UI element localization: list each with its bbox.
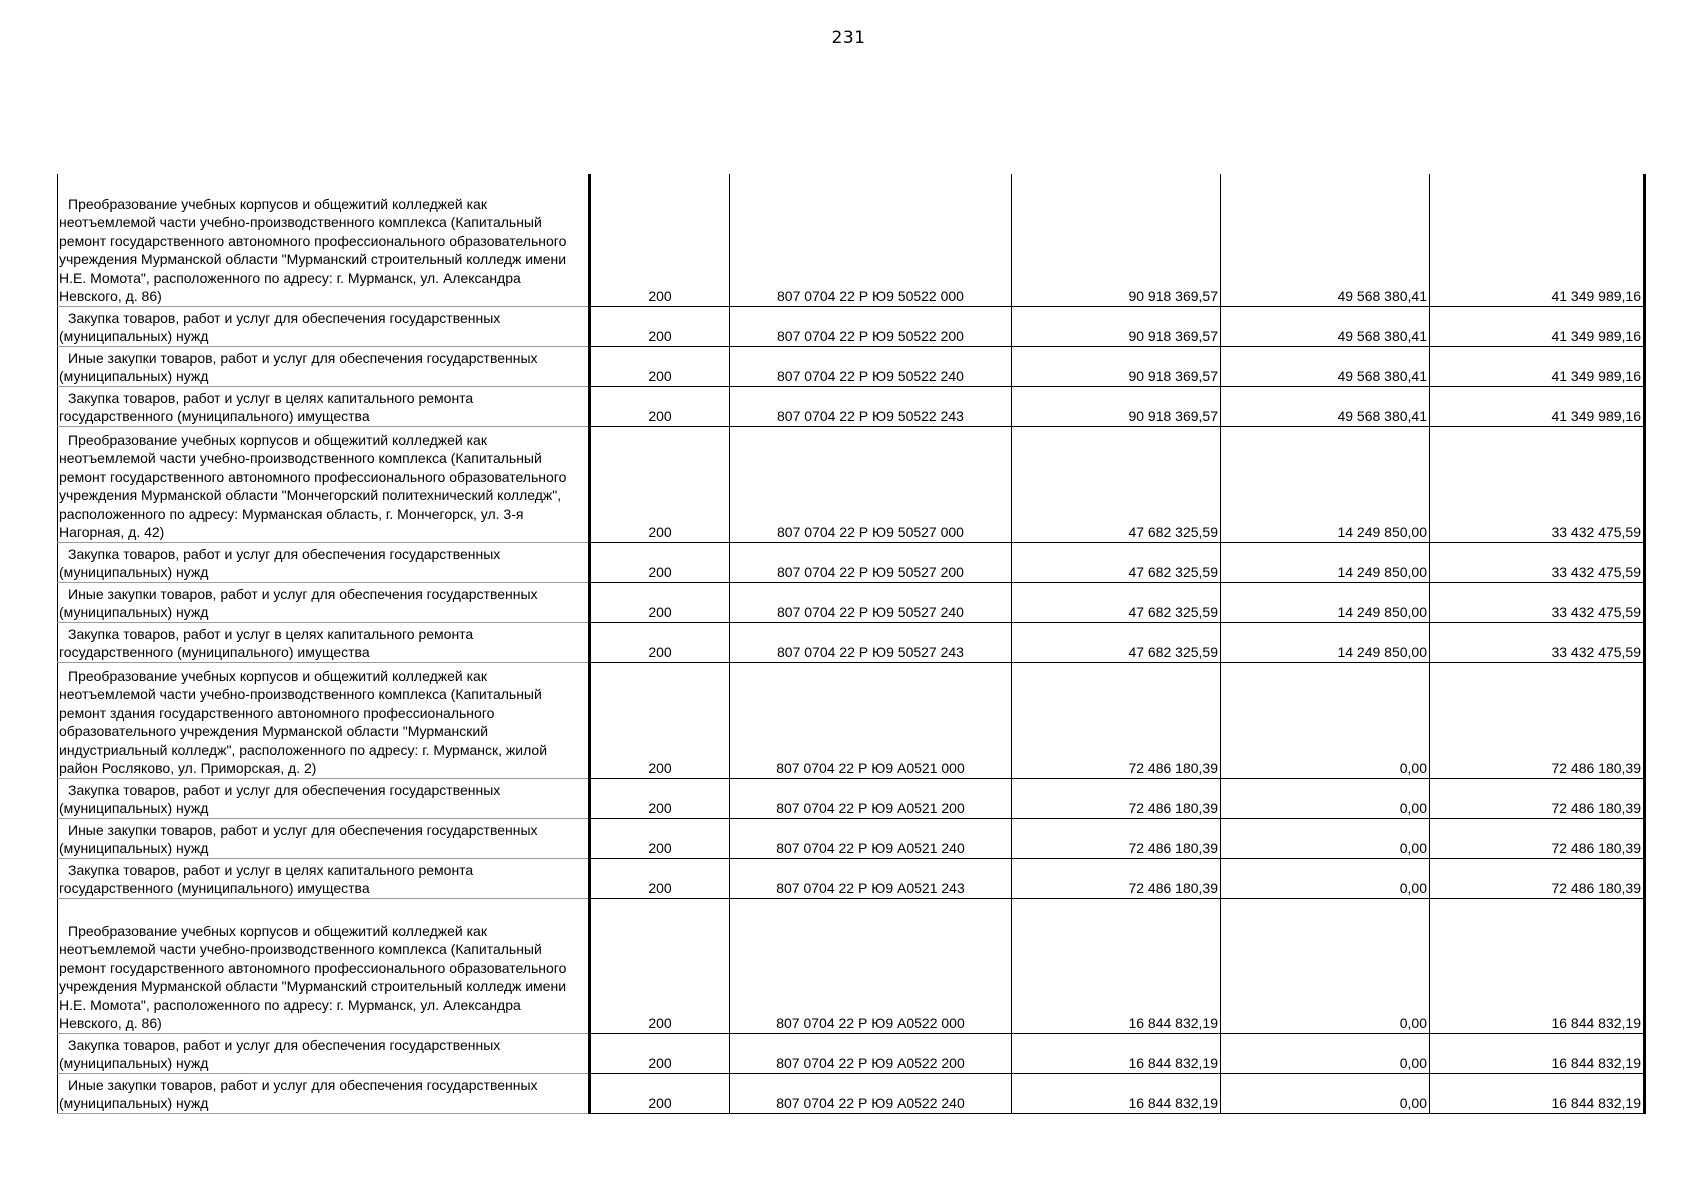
row-next-amount: 72 486 180,39 (1430, 818, 1645, 858)
row-plan-amount: 90 918 369,57 (1012, 386, 1221, 426)
row-next-amount: 16 844 832,19 (1430, 1033, 1645, 1073)
row-status: 200 (590, 306, 730, 346)
row-status: 200 (590, 778, 730, 818)
table-row (58, 1033, 1645, 1073)
row-name: Закупка товаров, работ и услуг в целях капитального ремонта государственного (муниципального) имущества (58, 386, 590, 426)
row-current-amount: 14 249 850,00 (1221, 582, 1430, 622)
table-row (58, 542, 1645, 582)
row-code: 807 0704 22 Р Ю9 50522 200 (730, 306, 1012, 346)
row-code: 807 0704 22 Р Ю9 50522 000 (730, 174, 1012, 306)
row-current-amount: 49 568 380,41 (1221, 306, 1430, 346)
table-row (58, 622, 1645, 662)
row-code: 807 0704 22 Р Ю9 А0522 240 (730, 1073, 1012, 1113)
table-row (58, 662, 1645, 778)
row-status: 200 (590, 582, 730, 622)
row-name: Преобразование учебных корпусов и общежитий колледжей как неотъемлемой части учебно-производственного комплекса (Капитальный ремонт здания государственного автономного профессионального образовательного учреждения Мурманской области "Мурманский индустриальный колледж", расположенного по адресу: г. Мурманск, жилой район Росляково, ул. Приморская, д. 2) (58, 662, 590, 778)
row-code: 807 0704 22 Р Ю9 А0522 200 (730, 1033, 1012, 1073)
row-name: Закупка товаров, работ и услуг для обеспечения государственных (муниципальных) нужд (58, 306, 590, 346)
row-status: 200 (590, 386, 730, 426)
row-plan-amount: 47 682 325,59 (1012, 622, 1221, 662)
budget-table (57, 174, 1646, 1114)
row-status: 200 (590, 426, 730, 542)
row-name: Закупка товаров, работ и услуг для обеспечения государственных (муниципальных) нужд (58, 1033, 590, 1073)
row-code: 807 0704 22 Р Ю9 А0521 243 (730, 858, 1012, 898)
row-code: 807 0704 22 Р Ю9 А0521 200 (730, 778, 1012, 818)
row-next-amount: 16 844 832,19 (1430, 1073, 1645, 1113)
row-plan-amount: 72 486 180,39 (1012, 778, 1221, 818)
row-name: Закупка товаров, работ и услуг для обеспечения государственных (муниципальных) нужд (58, 542, 590, 582)
row-next-amount: 72 486 180,39 (1430, 662, 1645, 778)
row-plan-amount: 16 844 832,19 (1012, 898, 1221, 1033)
row-current-amount: 14 249 850,00 (1221, 622, 1430, 662)
table-row (58, 818, 1645, 858)
row-current-amount: 0,00 (1221, 898, 1430, 1033)
row-status: 200 (590, 542, 730, 582)
row-name: Иные закупки товаров, работ и услуг для обеспечения государственных (муниципальных) нужд (58, 346, 590, 386)
row-current-amount: 49 568 380,41 (1221, 346, 1430, 386)
row-next-amount: 16 844 832,19 (1430, 898, 1645, 1033)
row-current-amount: 0,00 (1221, 1073, 1430, 1113)
row-code: 807 0704 22 Р Ю9 50522 243 (730, 386, 1012, 426)
row-status: 200 (590, 346, 730, 386)
row-code: 807 0704 22 Р Ю9 50527 000 (730, 426, 1012, 542)
table-row (58, 858, 1645, 898)
row-current-amount: 0,00 (1221, 858, 1430, 898)
row-plan-amount: 72 486 180,39 (1012, 662, 1221, 778)
table-row (58, 426, 1645, 542)
row-status: 200 (590, 1073, 730, 1113)
row-code: 807 0704 22 Р Ю9 А0521 240 (730, 818, 1012, 858)
row-next-amount: 41 349 989,16 (1430, 306, 1645, 346)
row-status: 200 (590, 858, 730, 898)
row-current-amount: 14 249 850,00 (1221, 426, 1430, 542)
row-name: Преобразование учебных корпусов и общежитий колледжей как неотъемлемой части учебно-производственного комплекса (Капитальный ремонт государственного автономного профессионального образовательного учреждения Мурманской области "Мурманский строительный колледж имени Н.Е. Момота", расположенного по адресу: г. Мурманск, ул. Александра Невского, д. 86) (58, 174, 590, 306)
row-next-amount: 33 432 475,59 (1430, 426, 1645, 542)
row-next-amount: 33 432 475,59 (1430, 622, 1645, 662)
row-name: Закупка товаров, работ и услуг для обеспечения государственных (муниципальных) нужд (58, 778, 590, 818)
row-plan-amount: 16 844 832,19 (1012, 1033, 1221, 1073)
row-next-amount: 33 432 475,59 (1430, 542, 1645, 582)
row-name: Преобразование учебных корпусов и общежитий колледжей как неотъемлемой части учебно-производственного комплекса (Капитальный ремонт государственного автономного профессионального образовательного учреждения Мурманской области "Мончегорский политехнический колледж", расположенного по адресу: Мурманская область, г. Мончегорск, ул. 3-я Нагорная, д. 42) (58, 426, 590, 542)
row-current-amount: 49 568 380,41 (1221, 386, 1430, 426)
row-current-amount: 14 249 850,00 (1221, 542, 1430, 582)
row-plan-amount: 16 844 832,19 (1012, 1073, 1221, 1113)
row-code: 807 0704 22 Р Ю9 50522 240 (730, 346, 1012, 386)
row-plan-amount: 47 682 325,59 (1012, 426, 1221, 542)
table-row (58, 174, 1645, 306)
row-next-amount: 41 349 989,16 (1430, 174, 1645, 306)
table-row (58, 306, 1645, 346)
page-number: 231 (831, 28, 866, 48)
row-code: 807 0704 22 Р Ю9 А0522 000 (730, 898, 1012, 1033)
row-next-amount: 33 432 475,59 (1430, 582, 1645, 622)
row-current-amount: 0,00 (1221, 1033, 1430, 1073)
row-code: 807 0704 22 Р Ю9 А0521 000 (730, 662, 1012, 778)
row-plan-amount: 72 486 180,39 (1012, 858, 1221, 898)
row-plan-amount: 90 918 369,57 (1012, 174, 1221, 306)
row-code: 807 0704 22 Р Ю9 50527 240 (730, 582, 1012, 622)
row-plan-amount: 90 918 369,57 (1012, 306, 1221, 346)
row-next-amount: 41 349 989,16 (1430, 386, 1645, 426)
row-current-amount: 0,00 (1221, 818, 1430, 858)
row-status: 200 (590, 898, 730, 1033)
table-row (58, 346, 1645, 386)
row-plan-amount: 90 918 369,57 (1012, 346, 1221, 386)
row-current-amount: 0,00 (1221, 662, 1430, 778)
table-body (58, 174, 1645, 1113)
row-status: 200 (590, 818, 730, 858)
row-next-amount: 72 486 180,39 (1430, 858, 1645, 898)
row-name: Иные закупки товаров, работ и услуг для обеспечения государственных (муниципальных) нужд (58, 1073, 590, 1113)
row-name: Преобразование учебных корпусов и общежитий колледжей как неотъемлемой части учебно-производственного комплекса (Капитальный ремонт государственного автономного профессионального образовательного учреждения Мурманской области "Мурманский строительный колледж имени Н.Е. Момота", расположенного по адресу: г. Мурманск, ул. Александра Невского, д. 86) (58, 898, 590, 1033)
row-name: Иные закупки товаров, работ и услуг для обеспечения государственных (муниципальных) нужд (58, 582, 590, 622)
row-status: 200 (590, 174, 730, 306)
row-code: 807 0704 22 Р Ю9 50527 200 (730, 542, 1012, 582)
row-name: Закупка товаров, работ и услуг в целях капитального ремонта государственного (муниципального) имущества (58, 858, 590, 898)
row-plan-amount: 47 682 325,59 (1012, 582, 1221, 622)
table-row (58, 386, 1645, 426)
table-row (58, 778, 1645, 818)
row-next-amount: 41 349 989,16 (1430, 346, 1645, 386)
row-name: Закупка товаров, работ и услуг в целях капитального ремонта государственного (муниципального) имущества (58, 622, 590, 662)
table-row (58, 898, 1645, 1033)
row-name: Иные закупки товаров, работ и услуг для обеспечения государственных (муниципальных) нужд (58, 818, 590, 858)
row-next-amount: 72 486 180,39 (1430, 778, 1645, 818)
row-plan-amount: 47 682 325,59 (1012, 542, 1221, 582)
row-status: 200 (590, 1033, 730, 1073)
table-row (58, 582, 1645, 622)
table-row (58, 1073, 1645, 1113)
row-plan-amount: 72 486 180,39 (1012, 818, 1221, 858)
row-status: 200 (590, 622, 730, 662)
row-current-amount: 0,00 (1221, 778, 1430, 818)
row-code: 807 0704 22 Р Ю9 50527 243 (730, 622, 1012, 662)
row-status: 200 (590, 662, 730, 778)
row-current-amount: 49 568 380,41 (1221, 174, 1430, 306)
